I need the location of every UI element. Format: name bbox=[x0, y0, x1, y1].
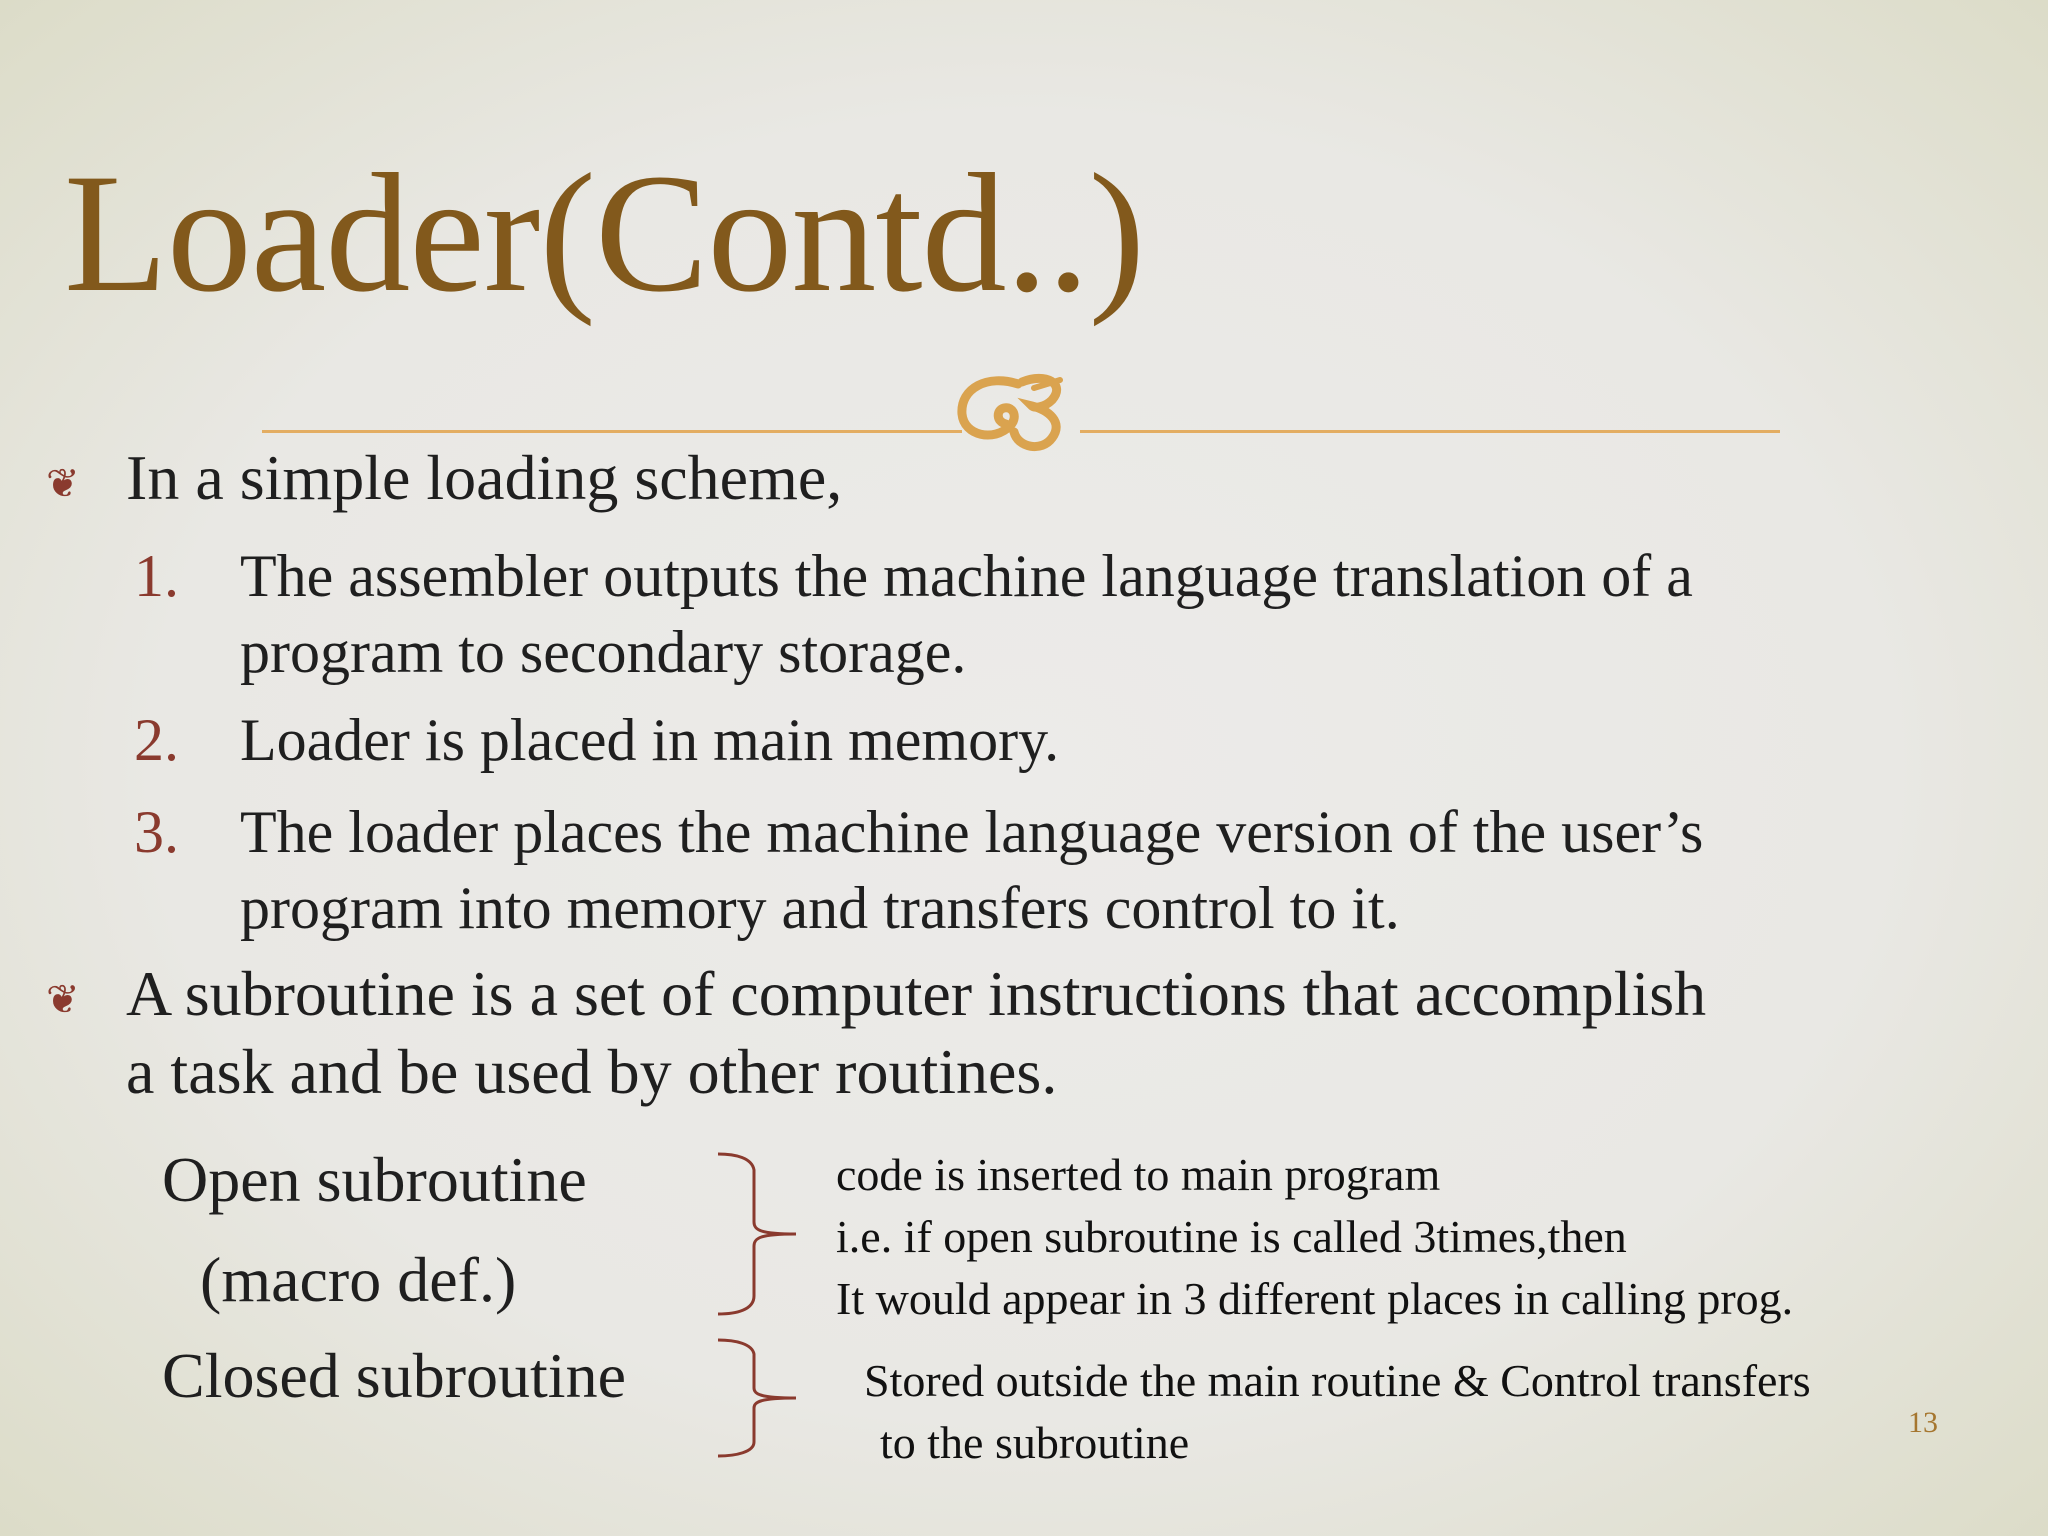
step-text: The assembler outputs the machine language translation of a bbox=[240, 543, 1693, 609]
open-brace-icon bbox=[714, 1150, 804, 1320]
bullet-text: A subroutine is a set of computer instructions that accomplish bbox=[126, 958, 1707, 1029]
page-number: 13 bbox=[1908, 1406, 1938, 1439]
bullet-icon: ❦ bbox=[46, 977, 80, 1024]
step-text: The loader places the machine language version of the user’s bbox=[240, 799, 1704, 865]
step-text-continued: program to secondary storage. bbox=[240, 619, 967, 685]
step-3 bbox=[134, 794, 1703, 946]
step-number: 3. bbox=[134, 799, 179, 865]
step-2 bbox=[134, 702, 1059, 778]
step-text-continued: program into memory and transfers control to it. bbox=[240, 875, 1400, 941]
title-divider-right bbox=[1080, 430, 1780, 433]
description-line: i.e. if open subroutine is called 3times,then bbox=[836, 1211, 1627, 1262]
step-number: 2. bbox=[134, 707, 179, 773]
ornament-icon bbox=[948, 356, 1088, 476]
closed-subroutine-label: Closed subroutine bbox=[162, 1340, 626, 1411]
description-line: code is inserted to main program bbox=[836, 1149, 1441, 1200]
closed-brace-icon bbox=[714, 1336, 804, 1462]
open-subroutine-label: Open subroutine bbox=[162, 1144, 587, 1215]
closed-subroutine-description bbox=[864, 1350, 1811, 1474]
bullet-text: In a simple loading scheme, bbox=[126, 442, 843, 513]
description-line: Stored outside the main routine & Control transfers bbox=[864, 1355, 1811, 1406]
description-line: It would appear in 3 different places in calling prog. bbox=[836, 1273, 1794, 1324]
step-number: 1. bbox=[134, 543, 179, 609]
step-text: Loader is placed in main memory. bbox=[240, 707, 1060, 773]
bullet-text-continued: a task and be used by other routines. bbox=[126, 1036, 1058, 1107]
open-subroutine-description bbox=[836, 1144, 1793, 1330]
bullet-simple-loading bbox=[46, 442, 843, 513]
title-divider-left bbox=[262, 430, 962, 433]
bullet-icon: ❦ bbox=[46, 461, 80, 508]
ornament-swash-icon bbox=[948, 366, 1088, 456]
description-line: to the subroutine bbox=[880, 1417, 1190, 1468]
macro-def-label: (macro def.) bbox=[200, 1244, 517, 1315]
slide-title: Loader(Contd..) bbox=[64, 139, 1145, 327]
bullet-subroutine bbox=[46, 958, 1707, 1107]
step-1 bbox=[134, 538, 1693, 690]
